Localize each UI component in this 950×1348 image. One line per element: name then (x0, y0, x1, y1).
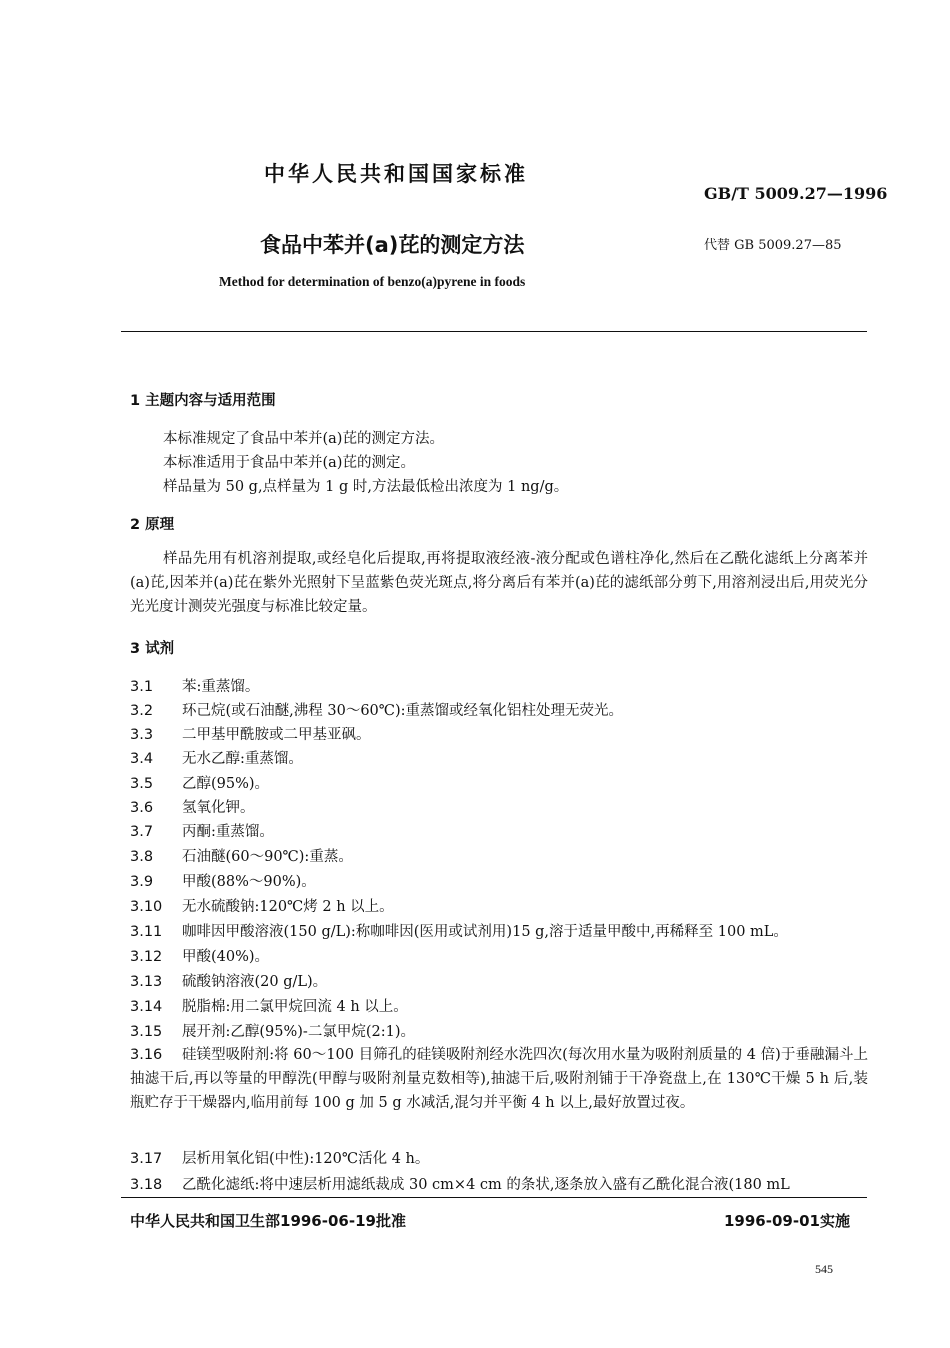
reagent-item: 3.7 丙酮:重蒸馏。 (130, 824, 274, 840)
page-number: 545 (815, 1262, 833, 1276)
reagent-item: 3.3 二甲基甲酰胺或二甲基亚砜。 (130, 727, 371, 743)
reagent-item: 3.13 硫酸钠溶液(20 g/L)。 (130, 974, 328, 990)
section-2-paragraph: 样品先用有机溶剂提取,或经皂化后提取,再将提取液经液-液分配或色谱柱净化,然后在乙酰化滤纸上分离苯并(a)芘,因苯并(a)芘在紫外光照射下呈蓝紫色荧光斑点,将分离后有苯并(a)芘的滤纸部分剪下,用溶剂浸出后,用荧光分光光度计测荧光强度与标准比较定量。 (130, 551, 868, 615)
effective-date: 1996-09-01实施 (724, 1212, 850, 1230)
reagent-item: 3.15 展开剂:乙醇(95%)-二氯甲烷(2:1)。 (130, 1024, 415, 1040)
org-title: 中华人民共和国国家标准 (264, 162, 528, 186)
standard-number: GB/T 5009.27—1996 (704, 184, 888, 203)
reagent-item: 3.18 乙酰化滤纸:将中速层析用滤纸裁成 30 cm×4 cm 的条状,逐条放入盛有乙酰化混合液(180 mL (130, 1177, 790, 1193)
section-1-line: 本标准适用于食品中苯并(a)芘的测定。 (163, 455, 415, 471)
reagent-item: 3.14 脱脂棉:用二氯甲烷回流 4 h 以上。 (130, 999, 408, 1015)
reagent-item: 3.9 甲酸(88%～90%)。 (130, 874, 316, 890)
approval-note: 中华人民共和国卫生部1996-06-19批准 (130, 1212, 406, 1230)
section-2-heading: 2 原理 (130, 517, 175, 533)
reagent-item: 3.10 无水硫酸钠:120℃烤 2 h 以上。 (130, 899, 394, 915)
replaces-note: 代替 GB 5009.27—85 (704, 238, 842, 253)
header-rule (121, 331, 867, 332)
footer-rule (121, 1197, 867, 1198)
reagent-item: 3.5 乙醇(95%)。 (130, 776, 270, 792)
reagent-item: 3.6 氢氧化钾。 (130, 800, 255, 816)
reagent-item: 3.11 咖啡因甲酸溶液(150 g/L):称咖啡因(医用或试剂用)15 g,溶于适量甲酸中,再稀释至 100 mL。 (130, 924, 788, 940)
reagent-item: 3.12 甲酸(40%)。 (130, 949, 270, 965)
section-3-heading: 3 试剂 (130, 641, 175, 657)
reagent-item: 3.2 环己烷(或石油醚,沸程 30～60℃):重蒸馏或经氧化铝柱处理无荧光。 (130, 703, 624, 719)
reagent-item: 3.1 苯:重蒸馏。 (130, 679, 260, 695)
section-1-heading: 1 主题内容与适用范围 (130, 393, 276, 409)
document-title: 食品中苯并(a)芘的测定方法 (260, 233, 525, 257)
reagent-item-3-16: 3.16 硅镁型吸附剂:将 60～100 目筛孔的硅镁吸附剂经水洗四次(每次用水量为吸附剂质量的 4 倍)于垂融漏斗上抽滤干后,再以等量的甲醇洗(甲醇与吸附剂量克数相等),抽滤干后,吸附剂铺于干净瓷盘上,在 130℃干燥 5 h 后,装瓶贮存于干燥器内,临用前每 100 g 加 5 g 水减活,混匀并平衡 4 h 以上,最好放置过夜。 (130, 1047, 868, 1111)
section-1-line: 本标准规定了食品中苯并(a)芘的测定方法。 (163, 431, 444, 447)
english-title: Method for determination of benzo(a)pyrene in foods (219, 274, 526, 289)
reagent-item: 3.17 层析用氧化铝(中性):120℃活化 4 h。 (130, 1151, 430, 1167)
reagent-item: 3.4 无水乙醇:重蒸馏。 (130, 751, 303, 767)
reagent-item: 3.8 石油醚(60～90℃):重蒸。 (130, 849, 353, 865)
section-1-line: 样品量为 50 g,点样量为 1 g 时,方法最低检出浓度为 1 ng/g。 (163, 479, 569, 495)
